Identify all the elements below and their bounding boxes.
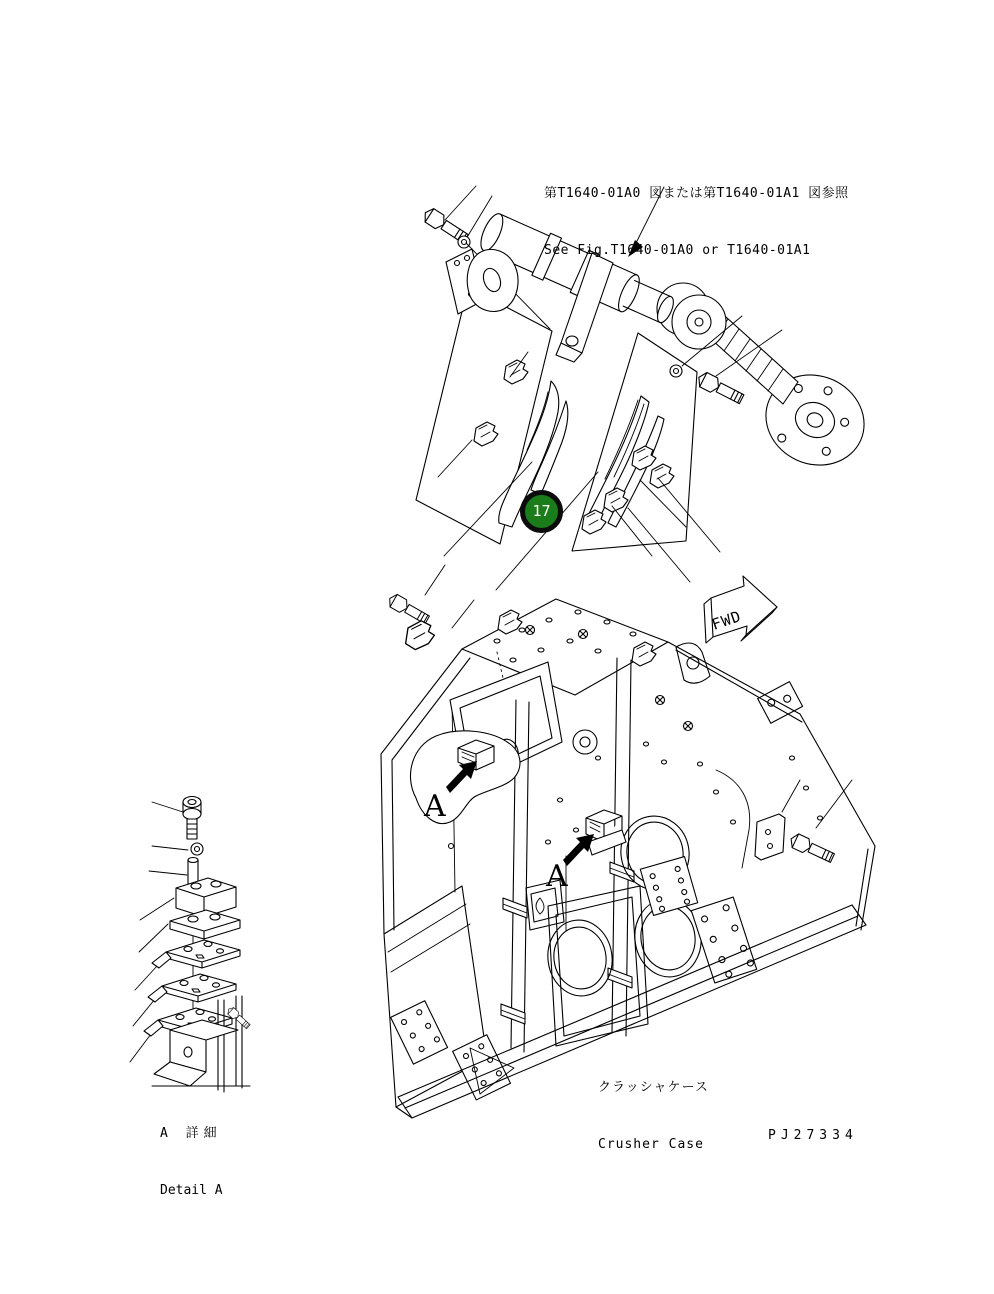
fwd-arrow [704,576,777,643]
reference-note-en: See Fig.T1640-01A0 or T1640-01A1 [544,243,811,258]
part-balloon-17[interactable]: 17 [520,490,563,533]
detail-a-label-jp: A 詳細 [160,1126,222,1141]
detail-a-label [160,1086,223,1219]
detail-a-assembly [130,797,251,1093]
view-label-a-upper: A [424,789,446,824]
reference-note [544,146,849,279]
crusher-case-label-jp: クラッシャケース [598,1080,709,1095]
crusher-case-label [598,1040,709,1173]
view-label-a-lower: A [546,859,568,894]
callout-a-upper [410,731,520,824]
detail-a-label-en: Detail A [160,1183,223,1198]
fwd-label: FWD [709,606,744,634]
reference-note-jp: 第T1640-01A0 図または第T1640-01A1 図参照 [544,186,849,201]
crusher-case-label-en: Crusher Case [598,1137,704,1152]
drawing-number: PJ27334 [768,1128,858,1143]
